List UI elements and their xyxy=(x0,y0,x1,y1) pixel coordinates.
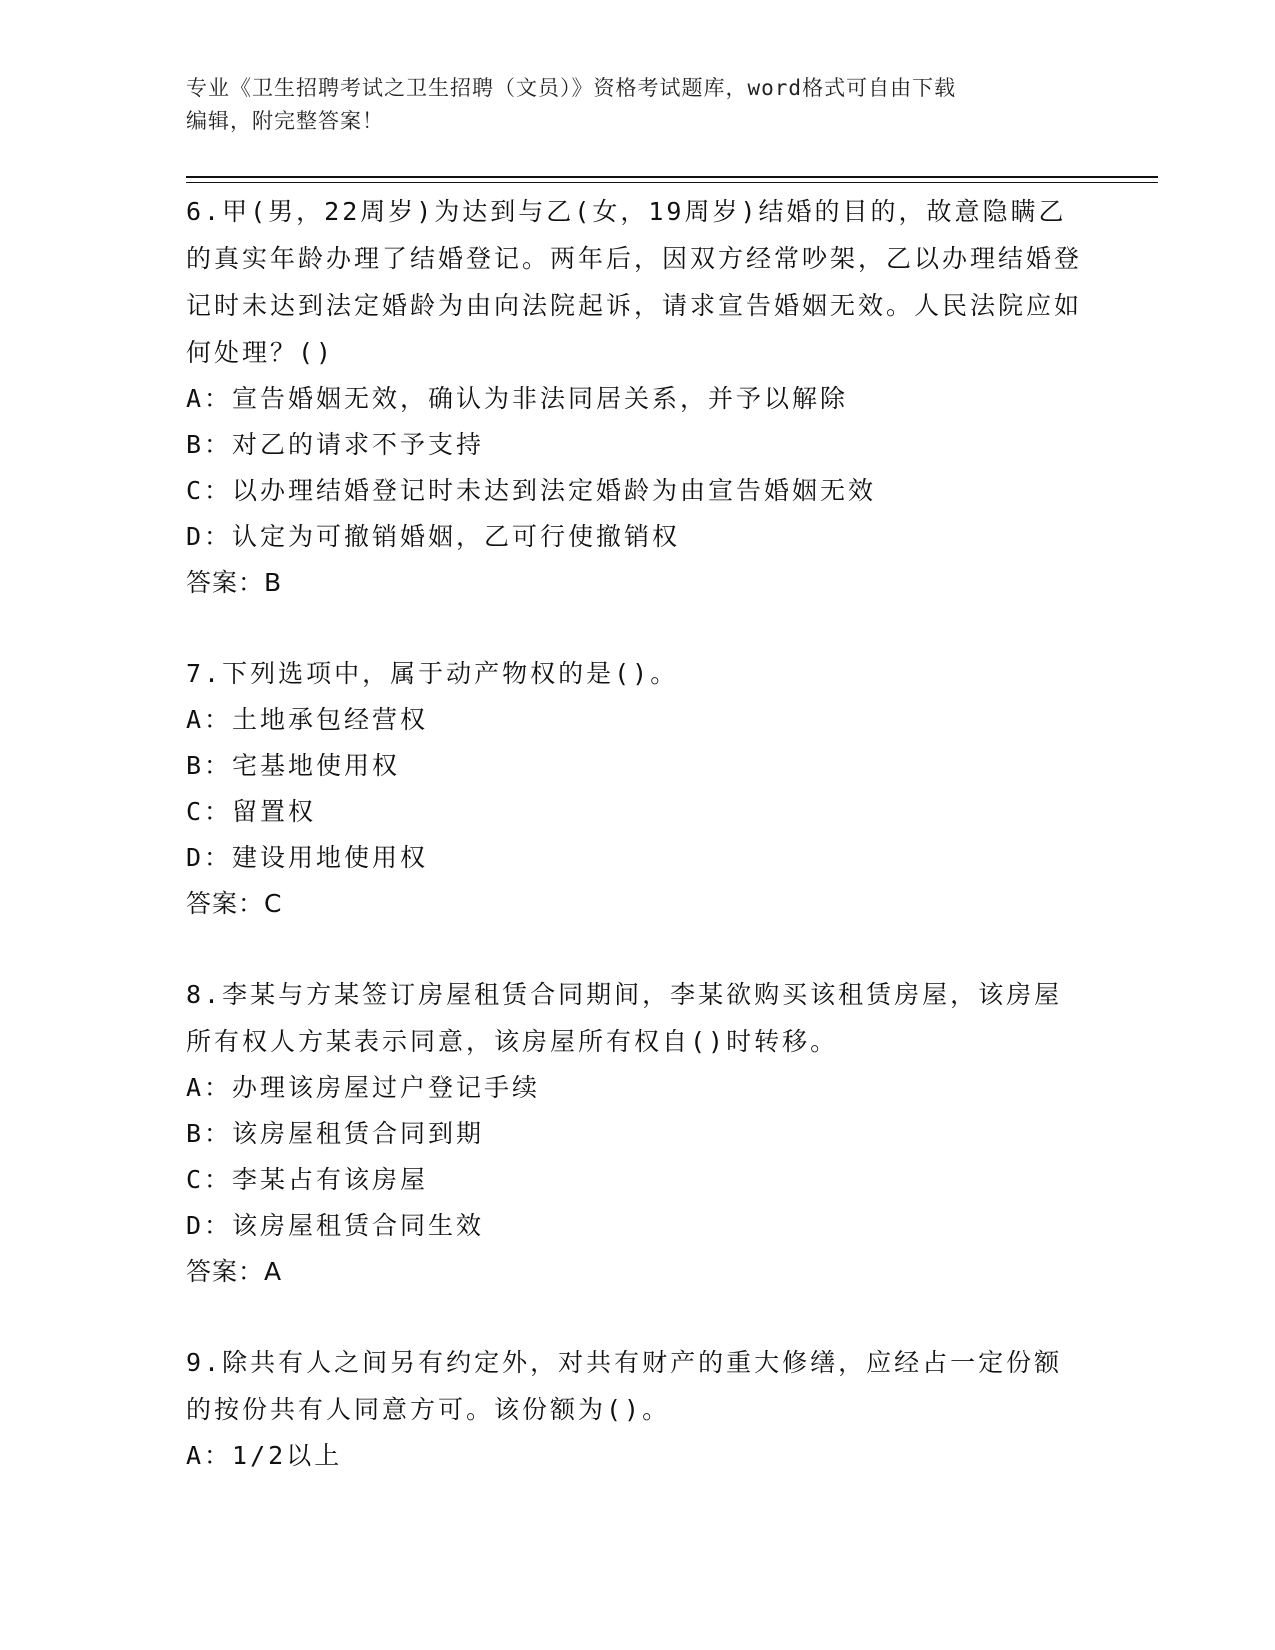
header-divider-thick xyxy=(186,176,1158,178)
option-c: C：以办理结婚登记时未达到法定婚龄为由宣告婚姻无效 xyxy=(186,476,877,505)
question-list xyxy=(186,188,1086,1523)
option-d: D：该房屋租赁合同生效 xyxy=(186,1211,485,1240)
option-a: A：土地承包经营权 xyxy=(186,705,429,734)
header-divider-thin xyxy=(186,182,1158,183)
option-c: C：留置权 xyxy=(186,797,317,826)
option-a: A：1/2以上 xyxy=(186,1441,343,1470)
question-stem: 8.李某与方某签订房屋租赁合同期间，李某欲购买该租赁房屋，该房屋所有权人方某表示同意，该房屋所有权自()时转移。 xyxy=(186,980,1063,1056)
question-6 xyxy=(186,188,1086,606)
document-header xyxy=(186,72,1086,138)
option-d: D：认定为可撤销婚姻，乙可行使撤销权 xyxy=(186,522,681,551)
question-8 xyxy=(186,971,1086,1295)
question-7 xyxy=(186,650,1086,927)
answer-line: 答案：B xyxy=(186,568,283,597)
option-c: C：李某占有该房屋 xyxy=(186,1165,429,1194)
question-stem: 7.下列选项中，属于动产物权的是()。 xyxy=(186,659,679,688)
option-a: A：办理该房屋过户登记手续 xyxy=(186,1073,541,1102)
option-b: B：对乙的请求不予支持 xyxy=(186,430,485,459)
option-b: B：宅基地使用权 xyxy=(186,751,401,780)
option-a: A：宣告婚姻无效，确认为非法同居关系，并予以解除 xyxy=(186,384,849,413)
answer-line: 答案：A xyxy=(186,1257,283,1286)
question-9 xyxy=(186,1339,1086,1479)
answer-line: 答案：C xyxy=(186,889,283,918)
option-b: B：该房屋租赁合同到期 xyxy=(186,1119,485,1148)
question-stem: 6.甲(男，22周岁)为达到与乙(女，19周岁)结婚的目的，故意隐瞒乙的真实年龄办理了结婚登记。两年后，因双方经常吵架，乙以办理结婚登记时未达到法定婚龄为由向法院起诉，请求宣告婚姻无效。人民法院应如何处理？() xyxy=(186,197,1083,367)
header-line-1: 专业《卫生招聘考试之卫生招聘（文员）》资格考试题库，word格式可自由下载 xyxy=(186,76,957,100)
header-line-2: 编辑，附完整答案！ xyxy=(186,109,384,133)
question-stem: 9.除共有人之间另有约定外，对共有财产的重大修缮，应经占一定份额的按份共有人同意方可。该份额为()。 xyxy=(186,1348,1063,1424)
option-d: D：建设用地使用权 xyxy=(186,843,429,872)
